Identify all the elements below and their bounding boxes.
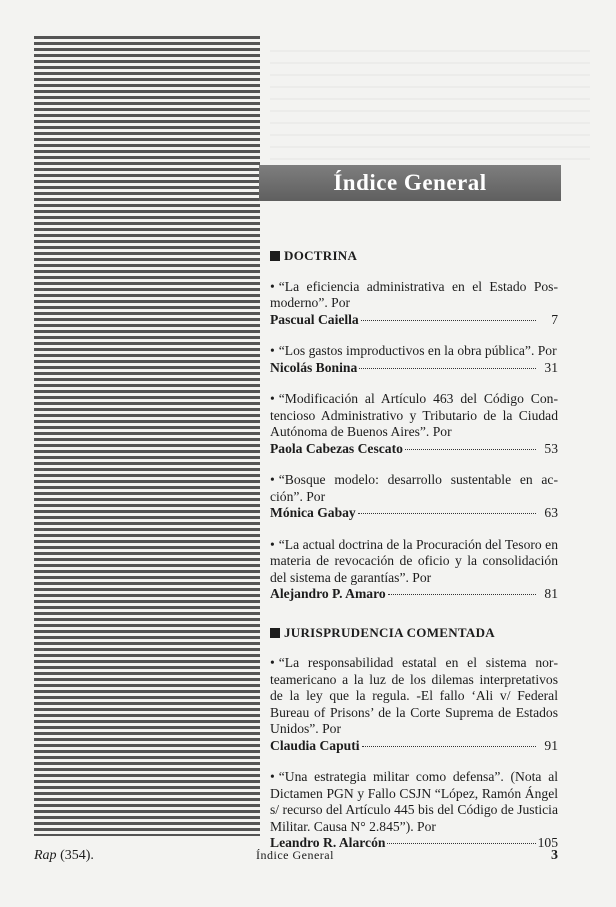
entry-author: Leandro R. Alarcón — [270, 835, 386, 850]
entry-author: Claudia Caputi — [270, 737, 360, 753]
journal-reference — [34, 848, 94, 864]
entry-page: 53 — [544, 440, 558, 456]
entry-author: Mónica Gabay — [270, 505, 356, 520]
decorative-stripe-panel — [34, 36, 260, 836]
journal-issue: (354). — [60, 848, 94, 863]
bullet-icon: • — [270, 343, 275, 358]
bleed-through-text — [270, 40, 590, 160]
dot-leader — [387, 843, 535, 844]
entry-author: Pascual Caiella — [270, 311, 359, 327]
page-number: 3 — [551, 848, 558, 863]
table-of-contents — [270, 248, 558, 867]
bullet-icon: • — [270, 391, 275, 406]
entry-author: Nicolás Bonina — [270, 359, 358, 375]
section-doctrina — [270, 248, 558, 603]
bullet-icon: • — [270, 655, 275, 670]
index-title-banner — [259, 165, 561, 201]
entry-title: “La responsabilidad estatal en el sistema norteamericano a la luz de los dilemas interpretativos de la ley que la regula. -El fallo ‘Ali v/ Federal Bureau of Prisons’ de la Corte Suprema de Estados Unidos”. Por — [270, 655, 558, 736]
entry-page: 105 — [537, 835, 558, 850]
square-bullet-icon — [270, 628, 280, 638]
dot-leader — [362, 746, 536, 747]
page-footer — [34, 848, 560, 868]
bullet-icon: • — [270, 278, 275, 294]
dot-leader — [358, 513, 536, 514]
section-jurisprudencia — [270, 625, 558, 852]
entry-title: “La actual doctrina de la Procuración del Tesoro en materia de revocación de oficio y la consolidación del sistema de garantías”. Por — [270, 536, 558, 585]
toc-entry[interactable] — [270, 343, 558, 376]
dot-leader — [388, 594, 536, 595]
toc-entry[interactable] — [270, 769, 558, 852]
dot-leader — [405, 449, 536, 450]
entry-page: 91 — [544, 737, 558, 753]
section-heading: JURISPRUDENCIA COMENTADA — [270, 625, 558, 642]
toc-entry[interactable] — [270, 279, 558, 329]
dot-leader — [361, 320, 536, 321]
entry-title: “Los gastos improductivos en la obra pública”. Por — [278, 343, 557, 358]
section-heading: DOCTRINA — [270, 248, 558, 265]
entry-author: Paola Cabezas Cescato — [270, 440, 403, 456]
toc-entry[interactable] — [270, 472, 558, 522]
entry-title: “Modificación al Artículo 463 del Código Contencioso Administrativo y Tributario de la Ciudad Autónoma de Buenos Aires”. Por — [270, 391, 558, 439]
journal-name: Rap — [34, 848, 57, 863]
entry-page: 31 — [544, 359, 558, 375]
entry-page: 81 — [544, 586, 558, 601]
dot-leader — [359, 368, 536, 369]
bullet-icon: • — [270, 536, 275, 552]
entry-title: “La eficiencia administrativa en el Estado Posmoderno”. Por — [270, 278, 558, 310]
entry-page: 63 — [544, 505, 558, 520]
toc-entry[interactable] — [270, 655, 558, 754]
square-bullet-icon — [270, 251, 280, 261]
toc-entry[interactable] — [270, 391, 558, 457]
entry-title: “Una estrategia militar como defensa”. (Nota al Dictamen PGN y Fallo CSJN “López, Ramón Ángel s/ recurso del Artículo 445 bis del Código de Justicia Militar. Causa N° 2.845”). Por — [270, 769, 558, 834]
bullet-icon: • — [270, 472, 275, 487]
running-title: Índice General — [256, 848, 334, 862]
page-title: Índice General — [333, 170, 487, 195]
entry-title: “Bosque modelo: desarrollo sustentable en acción”. Por — [270, 472, 558, 504]
entry-page: 7 — [551, 311, 558, 327]
entry-author: Alejandro P. Amaro — [270, 586, 386, 601]
bullet-icon: • — [270, 769, 275, 784]
toc-entry[interactable] — [270, 537, 558, 603]
